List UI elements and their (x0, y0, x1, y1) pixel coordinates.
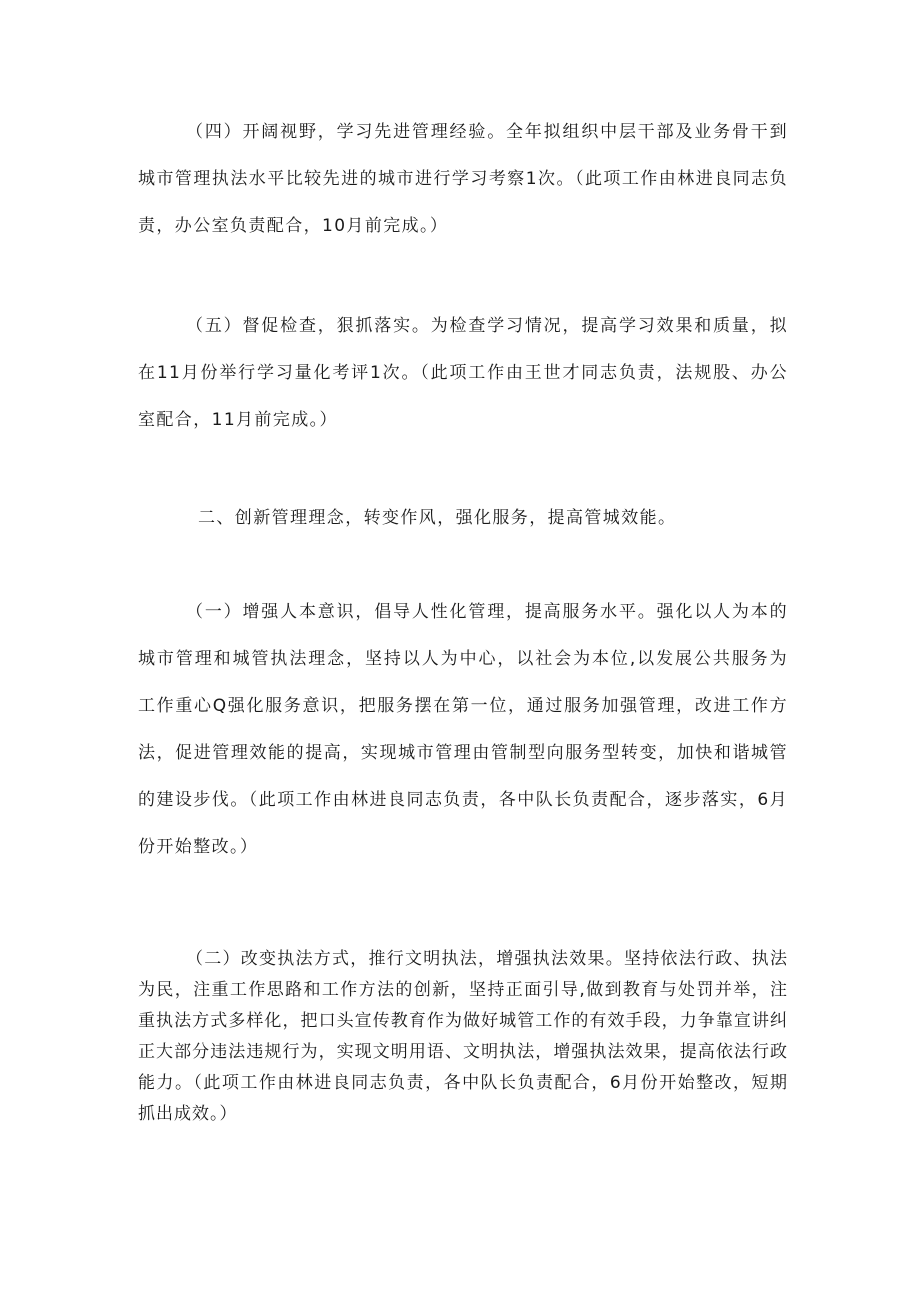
section-heading-two: 二、创新管理理念，转变作风，强化服务，提高管城效能。 (198, 508, 677, 528)
paragraph-five-supervise-inspect: （五）督促检查，狠抓落实。为检查学习情况，提高学习效果和质量，拟在11月份举行学习量化考评1次。（此项工作由王世才同志负责，法规股、办公室配合，11月前完成。） (138, 316, 788, 430)
paragraph-two-civilized-enforcement: （二）改变执法方式，推行文明执法，增强执法效果。坚持依法行政、执法为民，注重工作思路和工作方法的创新，坚持正面引导,做到教育与处罚并举，注重执法方式多样化，把口头宣传教育作为做好城管工作的有效手段，力争靠宣讲纠正大部分违法违规行为，实现文明用语、文明执法，增强执法效果，提高依法行政能力。（此项工作由林进良同志负责，各中队长负责配合，6月份开始整改，短期抓出成效。） (138, 949, 788, 1124)
paragraph-four-broaden-horizons: （四）开阔视野，学习先进管理经验。全年拟组织中层干部及业务骨干到城市管理执法水平比较先进的城市进行学习考察1次。（此项工作由林进良同志负责，办公室负责配合，10月前完成。） (138, 122, 788, 236)
paragraph-one-people-oriented: （一）增强人本意识，倡导人性化管理，提高服务水平。强化以人为本的城市管理和城管执法理念，坚持以人为中心，以社会为本位,以发展公共服务为工作重心Q强化服务意识，把服务摆在第一位，通过服务加强管理，改进工作方法，促进管理效能的提高，实现城市管理由管制型向服务型转变，加快和谐城管的建设步伐。（此项工作由林进良同志负责，各中队长负责配合，逐步落实，6月份开始整改。） (138, 602, 788, 857)
